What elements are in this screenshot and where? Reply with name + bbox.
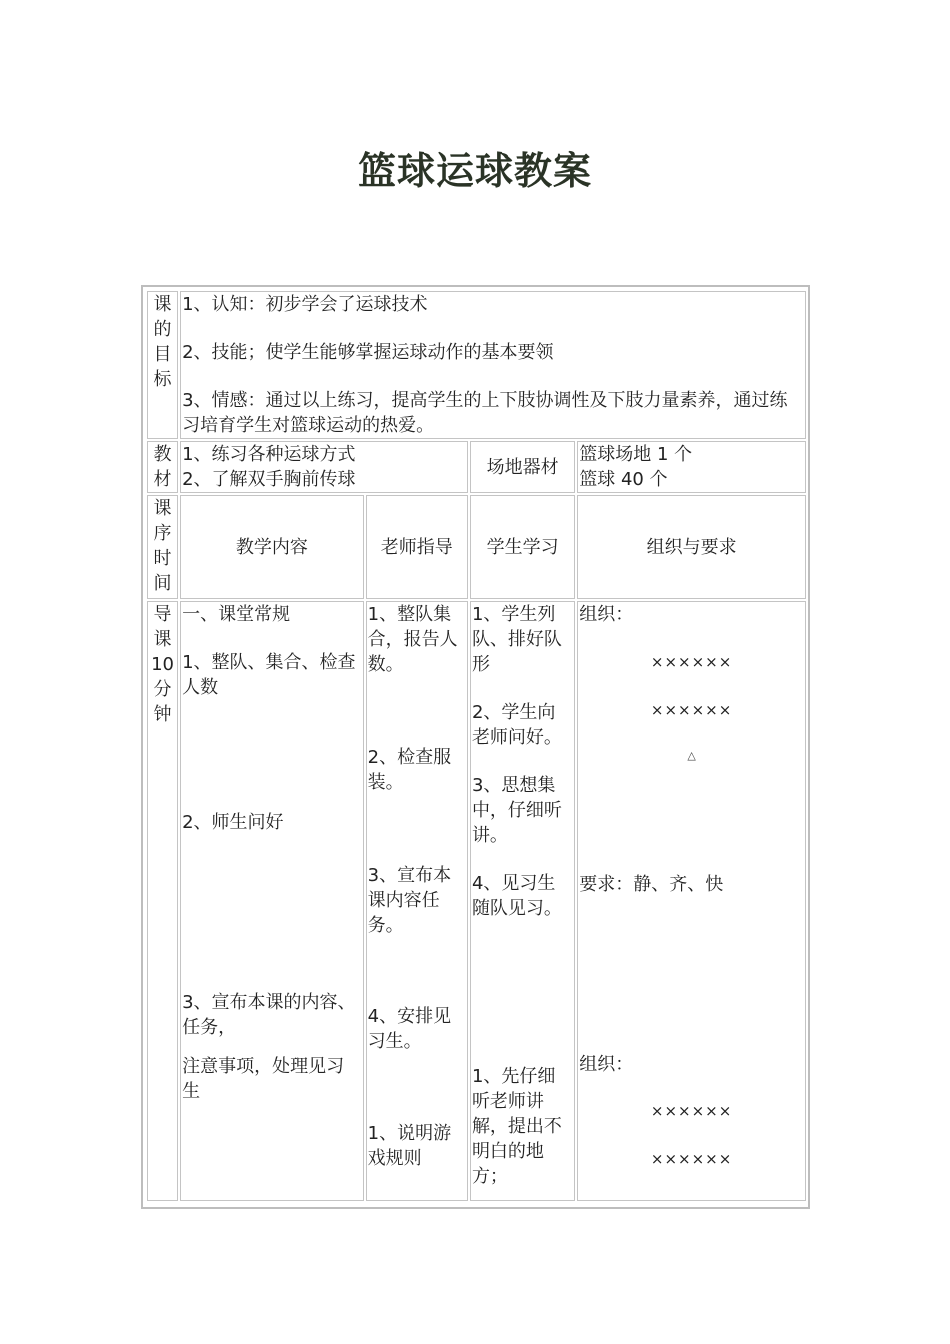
content-greeting: 2、师生问好: [182, 812, 284, 833]
equipment-balls: 篮球 40 个: [579, 469, 668, 490]
header-row: [147, 495, 806, 599]
content-routine: 一、课堂常规: [182, 604, 291, 625]
teacher-game-rules: 1、说明游戏规则: [367, 1123, 452, 1169]
student-listen: 1、先仔细听老师讲解，提出不明白的地方；: [471, 1066, 562, 1187]
lesson-plan-table: [145, 289, 808, 1203]
goals-row: [147, 291, 806, 439]
student-header: 学生学习: [470, 495, 575, 599]
page-title: 篮球运球教案: [357, 149, 592, 193]
material-item-1: 1、练习各种运球方式: [182, 444, 356, 465]
organization-label-1: 组织：: [579, 604, 634, 625]
lesson-plan-sheet: [141, 285, 810, 1209]
teacher-position-icon: △: [687, 749, 696, 762]
student-step-1: 1、学生列队、排好队形: [471, 604, 562, 675]
teacher-step-3: 3、宣布本课内容任务。: [367, 865, 452, 936]
materials-row: [147, 441, 806, 493]
teacher-step-1: 1、整队集合，报告人数。: [367, 604, 458, 675]
content-header: 教学内容: [180, 495, 364, 599]
student-step-3: 3、思想集中，仔细听讲。: [471, 775, 562, 846]
goals-cell: [180, 291, 806, 439]
student-step-2: 2、学生向老师问好。: [471, 702, 562, 748]
organization-label-2: 组织：: [579, 1054, 634, 1075]
organization-header: 组织与要求: [577, 495, 806, 599]
content-announce: 3、宣布本课的内容、任务，: [182, 992, 356, 1038]
teacher-header: 老师指导: [366, 495, 468, 599]
formation-row-4: ××××××: [650, 1150, 733, 1168]
organization-requirement: 要求：静、齐、快: [579, 874, 724, 895]
equipment-cell: [577, 441, 806, 493]
material-item-2: 2、了解双手胸前传球: [182, 469, 356, 490]
intro-row: [147, 601, 806, 1201]
formation-row-3: ××××××: [650, 1102, 733, 1120]
formation-row-2: ××××××: [650, 701, 733, 719]
goal-skill: 2、技能；使学生能够掌握运球动作的基本要领: [182, 342, 554, 363]
intro-teacher-cell: [366, 601, 468, 1201]
student-step-4: 4、见习生随队见习。: [471, 873, 562, 919]
intro-content-cell: [180, 601, 364, 1201]
materials-cell: [180, 441, 468, 493]
teacher-step-2: 2、检查服装。: [367, 747, 452, 793]
intro-organization-cell: [577, 601, 806, 1201]
formation-row-1: ××××××: [650, 653, 733, 671]
teacher-step-4: 4、安排见习生。: [367, 1006, 452, 1052]
content-assemble: 1、整队、集合、检查人数: [182, 652, 356, 698]
goal-emotion: 3、情感：通过以上练习，提高学生的上下肢协调性及下肢力量素养，通过练习培育学生对篮球运动的热爱。: [182, 390, 788, 436]
intro-student-cell: [470, 601, 575, 1201]
sequence-time-header: 课序时间: [147, 495, 178, 599]
content-notes: 注意事项，处理见习生: [182, 1056, 345, 1102]
equipment-label: 场地器材: [470, 441, 575, 493]
materials-label: 教材: [147, 441, 178, 493]
equipment-court: 篮球场地 1 个: [579, 444, 693, 465]
intro-label: 导课10分钟: [147, 601, 178, 1201]
goal-cognition: 1、认知：初步学会了运球技术: [182, 294, 428, 315]
goals-label: 课的目标: [147, 291, 178, 439]
